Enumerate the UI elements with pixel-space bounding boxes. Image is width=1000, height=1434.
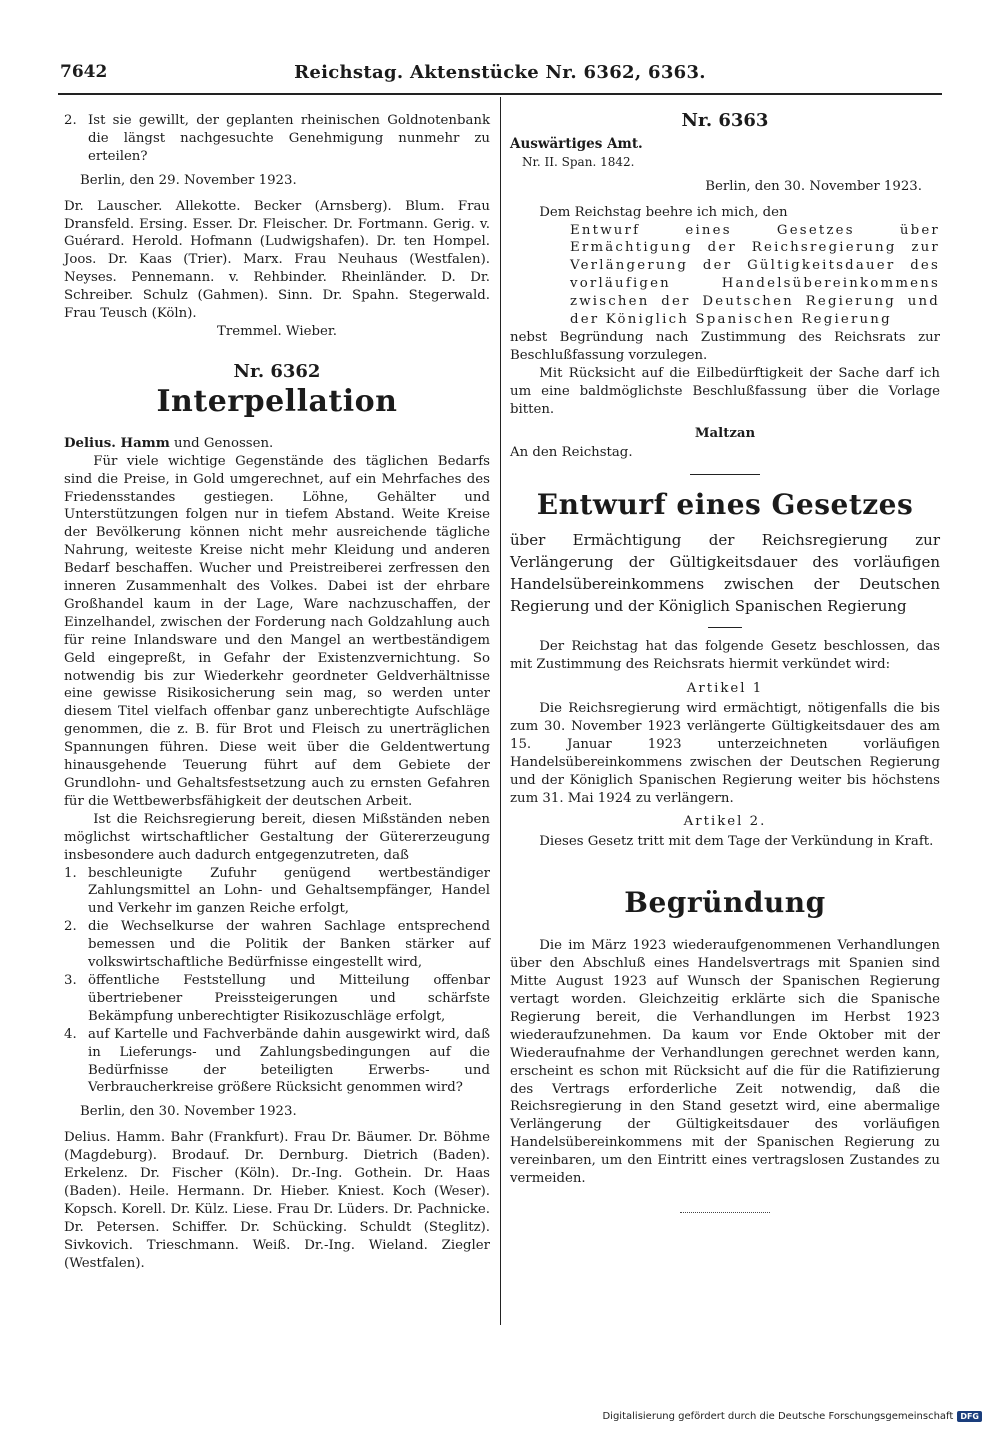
list-item xyxy=(64,972,490,1026)
department-name: Auswärtiges Amt. xyxy=(510,135,643,152)
list-item-number: 2. xyxy=(64,919,77,935)
reason-title: Begründung xyxy=(624,886,826,920)
header-rule xyxy=(58,93,942,95)
column-divider xyxy=(500,97,501,1325)
list-item xyxy=(64,865,490,919)
reason-paragraph: Die im März 1923 wiederaufgenommenen Verhandlungen über den Abschluß eines Handelsvertrags mit Spanien sind Mitte August 1923 auf Wunsch der Spanischen Regierung vertagt worden. Gleichzeitig erklärte sich die Spanische Regierung bereit, die Verhandlungen im Herbst 1923 wiederaufzunehmen. Da kaum vor Ende Oktober mit der Wiederaufnahme der Verhandlungen gerechnet werden kann, erscheint es schon mit Rücksicht auf die für die Ratifizierung des Vertrags erforderliche Zeit notwendig, daß die Reichsregierung in den Stand gesetzt wird, eine abermalige Verlängerung der Gültigkeitsdauer des vorläufigen Handelsübereinkommens mit der Spanischen Regierung zu vereinbaren, um den Eintritt eines vertragslosen Zustandes zu vermeiden. xyxy=(510,938,940,1187)
question-item xyxy=(64,112,490,166)
signatories-list: Delius. Hamm. Bahr (Frankfurt). Frau Dr. Bäumer. Dr. Böhme (Magdeburg). Brodauf. Dr. Dernburg. Dietrich (Baden). Erkelenz. Dr. Fischer (Köln). Dr.-Ing. Gothein. Dr. Haas (Baden). Heile. Hermann. Dr. Hieber. Kniest. Koch (Weser). Kopsch. Korell. Dr. Külz. Liese. Frau Dr. Lüders. Dr. Pachnicke. Dr. Petersen. Schiffer. Dr. Schücking. Schuldt (Steglitz). Sivkovich. Trieschmann. Weiß. Dr.-Ing. Wieland. Ziegler (Westfalen). xyxy=(64,1130,490,1271)
page-header xyxy=(60,62,940,84)
article-heading: Artikel 2. xyxy=(683,814,767,830)
list-item xyxy=(64,918,490,972)
date-line: Berlin, den 30. November 1923. xyxy=(79,1104,297,1120)
page-number: 7642 xyxy=(60,62,108,82)
cover-paragraph: nebst Begründung nach Zustimmung des Reichsrats zur Beschlußfassung vorzulegen. xyxy=(510,329,940,363)
question-number: 2. xyxy=(64,113,77,128)
list-item-number: 3. xyxy=(64,972,77,988)
body-paragraph: Für viele wichtige Gegenstände des täglichen Bedarfs sind die Preise, in Gold umgerechnet, auf ein Mehrfaches des Friedensstandes gestiegen. Löhne, Gehälter und Unterstützungen folgen nur in tiefem Abstand. Weite Kreise der Bevölkerung können nicht mehr ausreichende tägliche Nahrung, weiteste Kreise nicht mehr Kleidung und anderen Bedarf beschaffen. Wucher und Preistreiberei zerfressen den inneren Zusammenhalt des Volkes. Dabei ist der ehrbare Großhandel kaum in der Lage, Ware nachzuschaffen, der Einzelhandel, zwischen der Forderung nach Goldzahlung auch für reine Inlandsware und den Mangel an wertbeständigem Geld eingepreßt, in Gefahr der Existenzvernichtung. So notwendig bis zur Wiederkehr geordneter Geldverhältnisse eine gewisse Risikosicherung sein mag, so werden unter diesem Titel vielfach offenbar ganz unberechtigte Aufschläge genommen, die z. B. für Brot und Fleisch zu unerträglichen Spannungen führen. Diese weit über die Geldentwertung hinausgehende Teuerung führt auf dem Gebiete der Grundlohn- und Gehaltsfestsetzung auch zu ernsten Gefahren für die Wettbewerbsfähigkeit der deutschen Arbeit. xyxy=(64,453,490,809)
left-column xyxy=(64,112,490,1272)
list-item-text: auf Kartelle und Fachverbände dahin ausgewirkt wird, daß in Lieferungs- und Zahlungsbedingungen auf die Bedürfnisse der beteiligten Erwerbs- und Verbraucherkreise größere Rücksicht genommen wird? xyxy=(88,1026,490,1096)
list-item-text: öffentliche Feststellung und Mitteilung offenbar übertriebener Preissteigerungen und schärfste Bekämpfung unberechtigter Risikozuschläge erfolgt, xyxy=(88,972,490,1024)
law-title: Entwurf eines Gesetzes xyxy=(536,488,914,522)
list-item-text: beschleunigte Zufuhr genügend wertbeständiger Zahlungsmittel an Lohn- und Gehaltsempfänger, Handel und Verkehr im ganzen Reiche erfolgt, xyxy=(88,865,490,917)
recipient-line: An den Reichstag. xyxy=(510,445,633,461)
signature: Maltzan xyxy=(694,425,756,441)
list-item-number: 4. xyxy=(64,1026,77,1042)
question-text: Ist sie gewillt, der geplanten rheinischen Goldnotenbank die längst nachgesuchte Genehmigung nunmehr zu erteilen? xyxy=(88,113,490,164)
right-column xyxy=(510,112,940,1213)
section-number: Nr. 6362 xyxy=(233,360,321,382)
draft-title-block: Entwurf eines Gesetzes über Ermächtigung der Reichsregierung zur Verlängerung der Gültigkeitsdauer des vorläufigen Handelsübereinkommens zwischen der Deutschen Regierung und der Königlich Spanischen Regierung xyxy=(570,222,940,328)
law-subtitle: über Ermächtigung der Reichsregierung zur Verlängerung der Gültigkeitsdauer des vorläufigen Handelsübereinkommens zwischen der Deutschen Regierung und der Königlich Spanischen Regierung xyxy=(510,531,940,616)
list-item-text: die Wechselkurse der wahren Sachlage entsprechend bemessen und die Politik der Banken stärker auf volkswirtschaftliche Bedürfnisse eingestellt wird, xyxy=(88,919,490,971)
end-rule xyxy=(680,1212,770,1213)
small-rule xyxy=(708,627,742,628)
signatories-list: Dr. Lauscher. Allekotte. Becker (Arnsberg). Blum. Frau Dransfeld. Ersing. Esser. Dr. Fleischer. Dr. Fortmann. Gerig. v. Guérard. Herold. Hofmann (Ludwigshafen). Dr. ten Hompel. Joos. Dr. Kaas (Trier). Marx. Frau Neuhaus (Westfalen). Neyses. Pennemann. v. Rehbinder. Rheinländer. D. Dr. Schreiber. Schulz (Gahmen). Sinn. Dr. Spahn. Stegerwald. Frau Teusch (Köln). xyxy=(64,198,490,322)
article-heading: Artikel 1 xyxy=(686,681,764,697)
running-title: Reichstag. Aktenstücke Nr. 6362, 6363. xyxy=(294,62,706,83)
reference-number: Nr. II. Span. 1842. xyxy=(522,154,635,169)
article-text: Die Reichsregierung wird ermächtigt, nötigenfalls die bis zum 30. November 1923 verlängerte Gültigkeitsdauer des am 15. Januar 1923 unterzeichneten vorläufigen Handelsübereinkommens zwischen der Deutschen Regierung und der Königlich Spanischen Regierung weiter bis höchstens zum 31. Mai 1924 zu verlängern. xyxy=(510,701,940,806)
authors-line xyxy=(64,435,490,453)
article-text: Dieses Gesetz tritt mit dem Tage der Verkündung in Kraft. xyxy=(539,834,934,850)
section-number: Nr. 6363 xyxy=(681,110,769,131)
authors-rest: und Genossen. xyxy=(169,435,274,451)
cover-intro: Dem Reichstag beehre ich mich, den xyxy=(539,204,788,220)
list-item-number: 1. xyxy=(64,865,77,881)
section-rule xyxy=(690,474,760,475)
date-line: Berlin, den 29. November 1923. xyxy=(79,172,297,188)
authors-names: Delius. Hamm xyxy=(64,435,170,451)
footer-credit xyxy=(602,1411,982,1422)
section-title: Interpellation xyxy=(156,383,398,419)
signatories-last-line: Tremmel. Wieber. xyxy=(217,323,337,339)
cover-paragraph: Mit Rücksicht auf die Eilbedürftigkeit der Sache darf ich um eine baldmöglichste Beschlußfassung über die Vorlage bitten. xyxy=(510,365,940,417)
footer-credit-text: Digitalisierung gefördert durch die Deutsche Forschungsgemeinschaft xyxy=(602,1411,954,1422)
date-line: Berlin, den 30. November 1923. xyxy=(705,178,922,194)
body-paragraph: Ist die Reichsregierung bereit, diesen Mißständen neben möglichst wirtschaftlicher Gestaltung der Gütererzeugung insbesondere auch dadurch entgegenzutreten, daß xyxy=(64,811,490,863)
list-item xyxy=(64,1026,490,1098)
enactment-clause: Der Reichstag hat das folgende Gesetz beschlossen, das mit Zustimmung des Reichsrats hiermit verkündet wird: xyxy=(510,639,940,673)
dfg-logo-icon: DFG xyxy=(957,1411,982,1422)
